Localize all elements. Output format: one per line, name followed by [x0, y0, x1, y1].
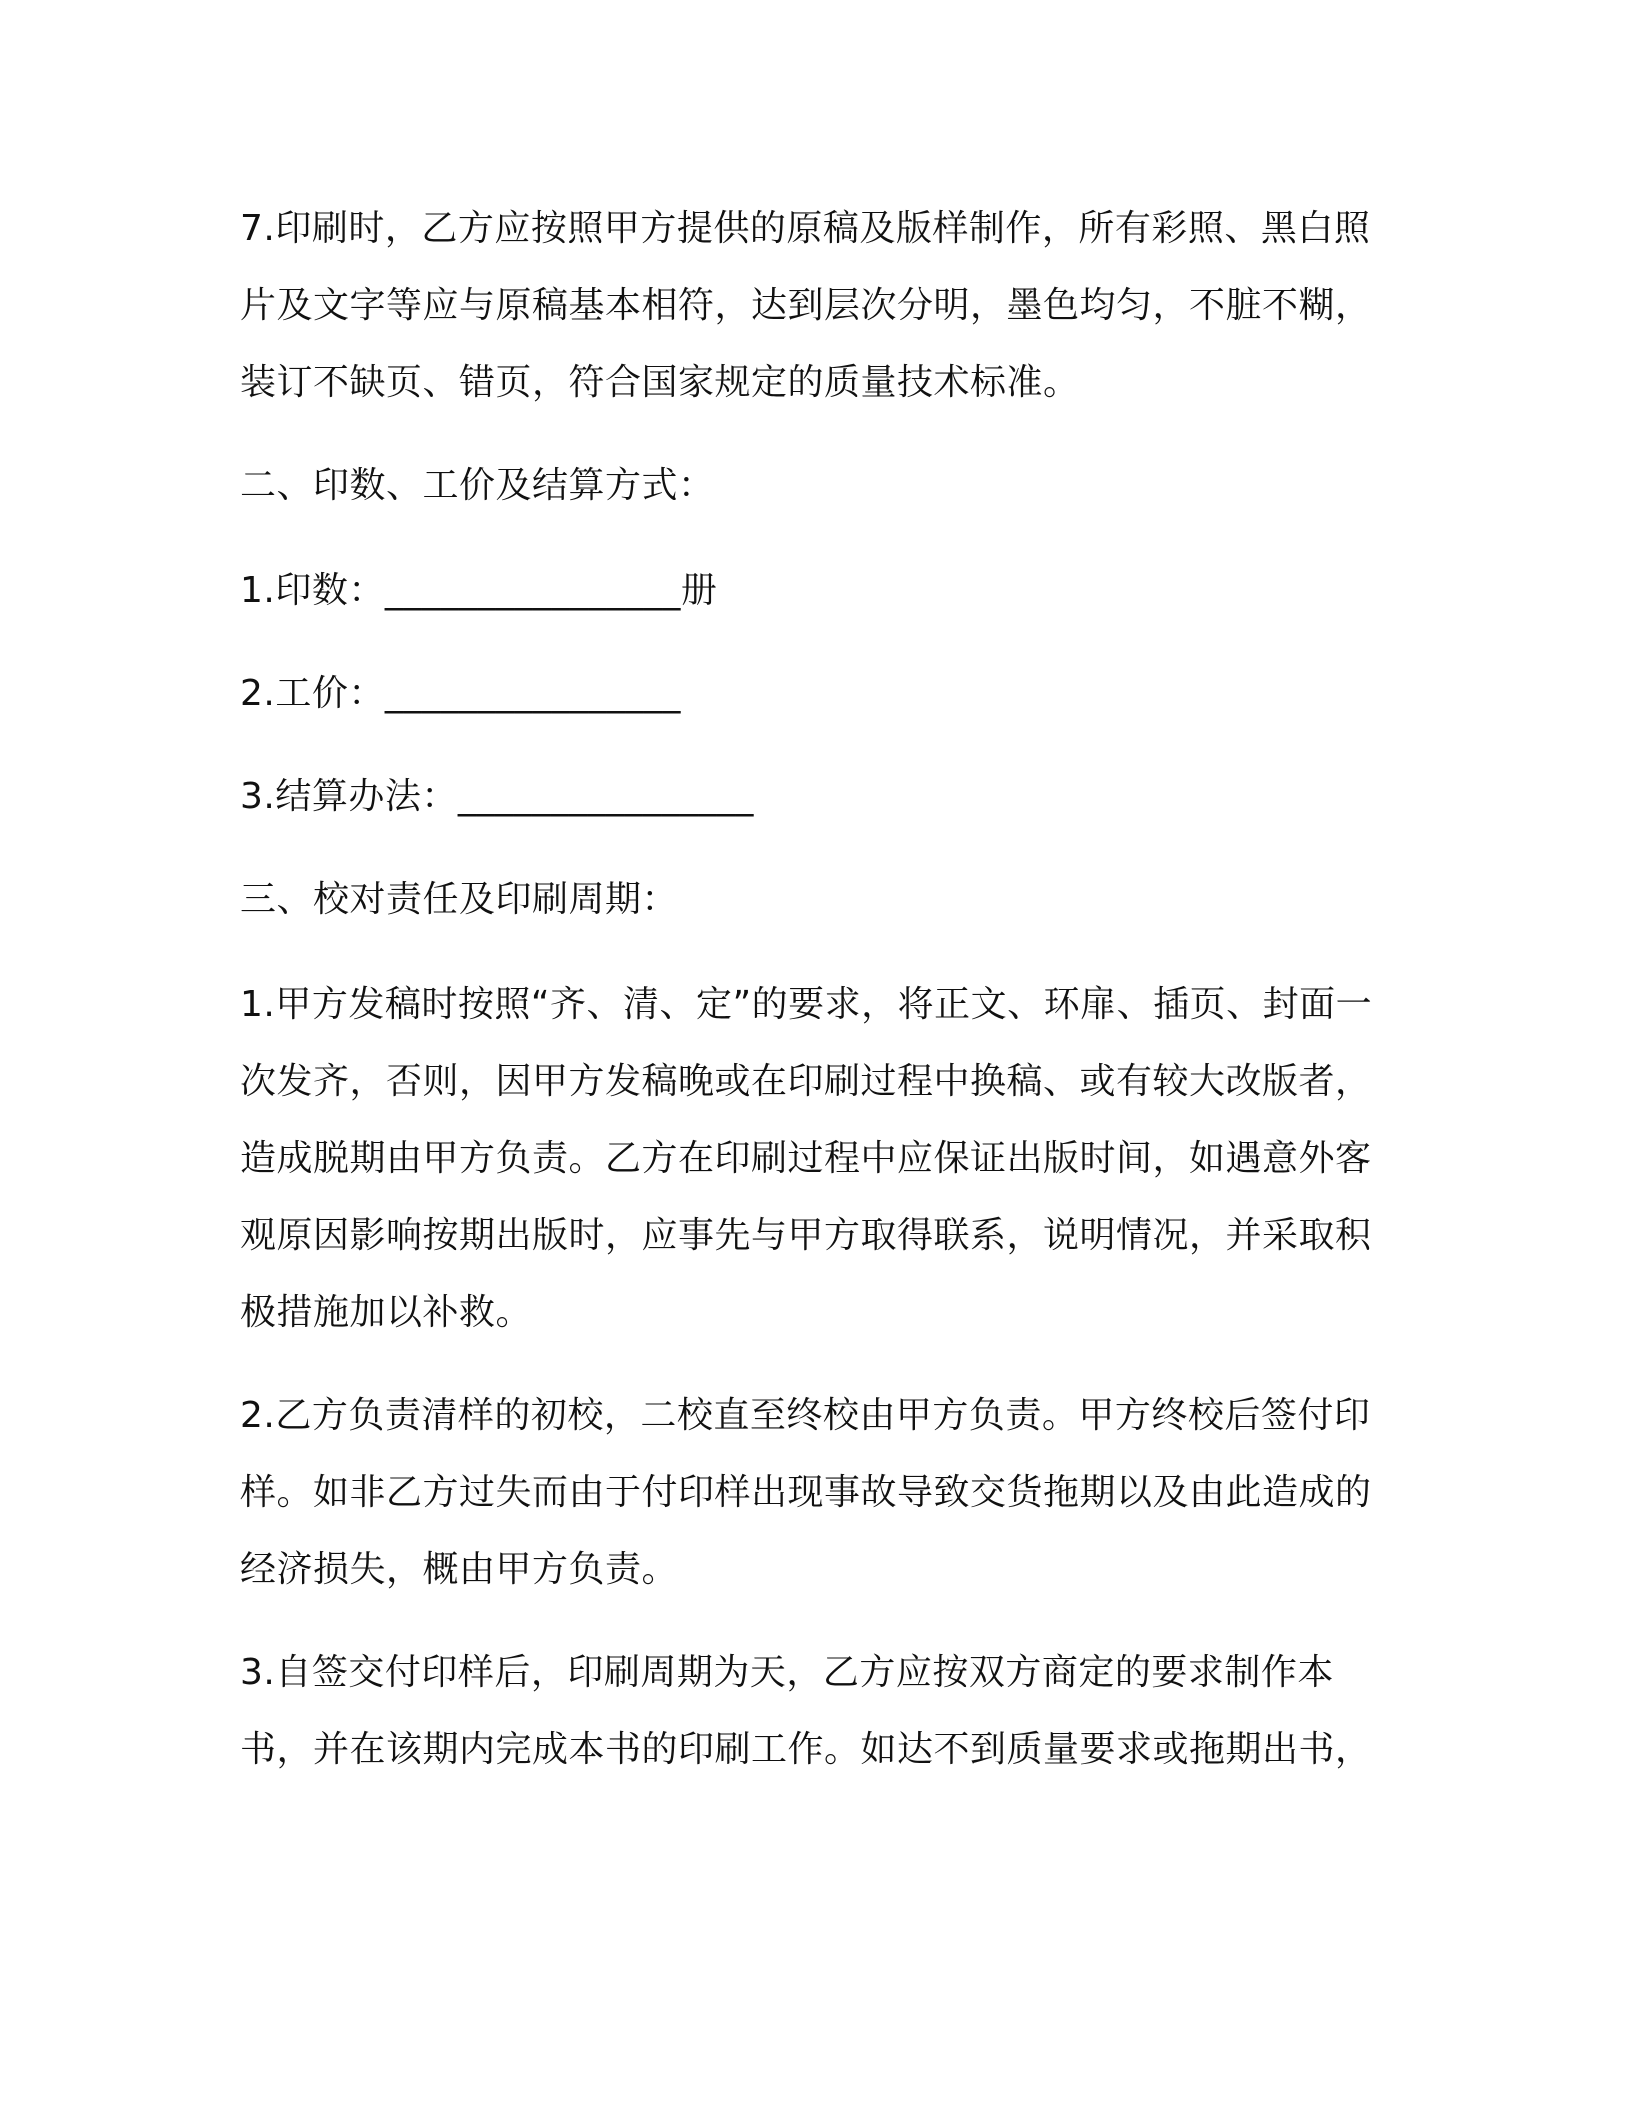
document-body	[240, 190, 1390, 1814]
proofreading-clause-3: 3.自签交付印样后，印刷周期为天，乙方应按双方商定的要求制作本书，并在该期内完成本书的印刷工作。如达不到质量要求或拖期出书，	[240, 1652, 1372, 1770]
unit-price-field: 2.工价：________________	[240, 673, 681, 714]
section-2-heading: 二、印数、工价及结算方式：	[240, 465, 715, 506]
section-3-heading: 三、校对责任及印刷周期：	[240, 879, 679, 920]
proofreading-clause-1: 1.甲方发稿时按照“齐、清、定”的要求，将正文、环扉、插页、封面一次发齐，否则，因甲方发稿晚或在印刷过程中换稿、或有较大改版者，造成脱期由甲方负责。乙方在印刷过程中应保证出版时间，如遇意外客观原因影响按期出版时，应事先与甲方取得联系，说明情况，并采取积极措施加以补救。	[240, 984, 1373, 1333]
proofreading-clause-2: 2.乙方负责清样的初校，二校直至终校由甲方负责。甲方终校后签付印样。如非乙方过失而由于付印样出现事故导致交货拖期以及由此造成的经济损失，概由甲方负责。	[240, 1395, 1372, 1590]
settlement-method-field: 3.结算办法：________________	[240, 776, 754, 817]
clause-7-paragraph: 7.印刷时，乙方应按照甲方提供的原稿及版样制作，所有彩照、黑白照片及文字等应与原稿基本相符，达到层次分明，墨色均匀，不脏不糊，装订不缺页、错页，符合国家规定的质量技术标准。	[240, 208, 1372, 403]
print-count-field: 1.印数：________________册	[240, 570, 718, 611]
